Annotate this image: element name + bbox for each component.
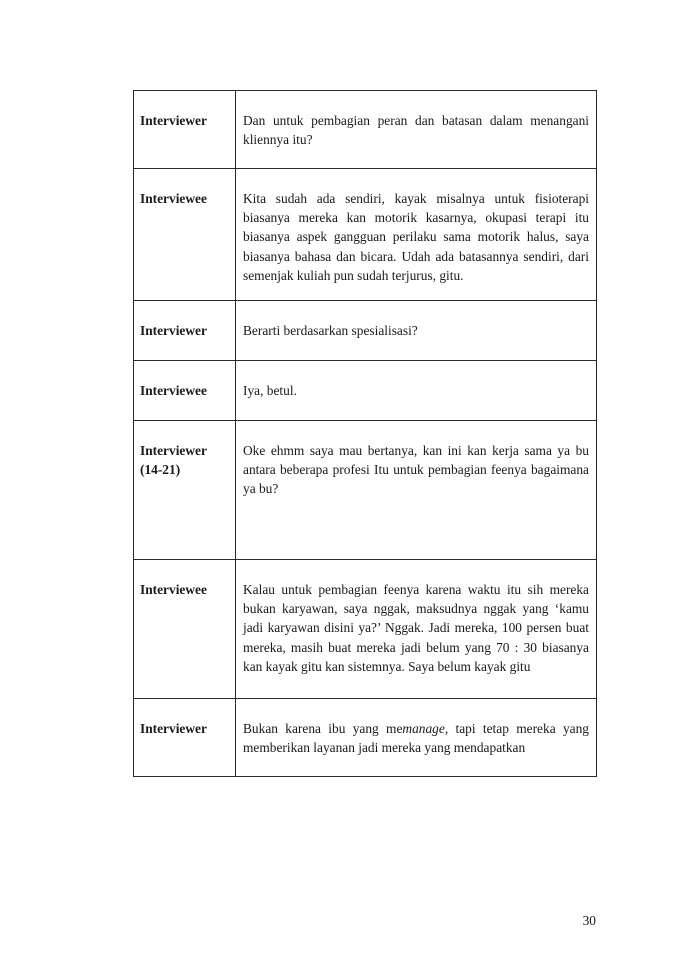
speaker-label: Interviewer [140,323,207,338]
table-row [134,699,597,777]
speaker-cell [134,560,236,699]
table-row [134,301,597,361]
speech-text: Berarti berdasarkan spesialisasi? [243,323,418,338]
speaker-line-range: (14-21) [140,462,181,478]
speaker-label: Interviewer [140,721,207,736]
speech-text: Iya, betul. [243,383,297,398]
speaker-cell [134,421,236,560]
speech-cell [236,361,597,421]
speech-text-end: tapi tetap mereka yang memberikan layanan jadi mereka yang mendapatkan [243,721,589,756]
speech-text: Kita sudah ada sendiri, kayak misalnya untuk fisioterapi biasanya mereka kan motorik kasarnya, okupasi terapi itu biasanya aspek gangguan perilaku sama motorik halus, saya biasanya bahasa dan bicara. Udah ada batasannya sendiri, dari semenjak kuliah pun sudah terjurus, gitu. [243,191,589,283]
speech-cell [236,699,597,777]
table-row [134,361,597,421]
speaker-cell [134,301,236,361]
speaker-label: Interviewee [140,383,207,398]
speech-cell [236,301,597,361]
speaker-cell [134,699,236,777]
table-row [134,169,597,301]
speaker-label: Interviewee [140,582,207,597]
speaker-cell [134,169,236,301]
table-row [134,91,597,169]
table-row [134,421,597,560]
speech-cell [236,91,597,169]
speaker-cell [134,91,236,169]
table-row [134,560,597,699]
speaker-label: Interviewer [140,443,207,458]
speech-text: Oke ehmm saya mau bertanya, kan ini kan kerja sama ya bu antara beberapa profesi Itu untuk pembagian feenya bagaimana ya bu? [243,443,589,497]
speaker-label: Interviewee [140,191,207,206]
speech-text-start: Bukan karena ibu yang me [243,721,403,736]
speech-text: Kalau untuk pembagian feenya karena waktu itu sih mereka bukan karyawan, saya nggak, maksudnya nggak yang ‘kamu jadi karyawan disini ya?’ Nggak. Jadi mereka, 100 persen buat mereka, masih buat mereka jadi belum yang 70 : 30 biasanya kan kayak gitu kan sistemnya. Saya belum kayak gitu [243,582,589,674]
speech-cell [236,421,597,560]
speaker-label: Interviewer [140,113,207,128]
speech-text: Dan untuk pembagian peran dan batasan dalam menangani kliennya itu? [243,113,589,148]
speech-text-italic: manage, [402,721,449,736]
speech-cell [236,560,597,699]
interview-transcript-table [133,90,597,777]
page-number: 30 [582,913,596,928]
speaker-cell [134,361,236,421]
speech-cell [236,169,597,301]
